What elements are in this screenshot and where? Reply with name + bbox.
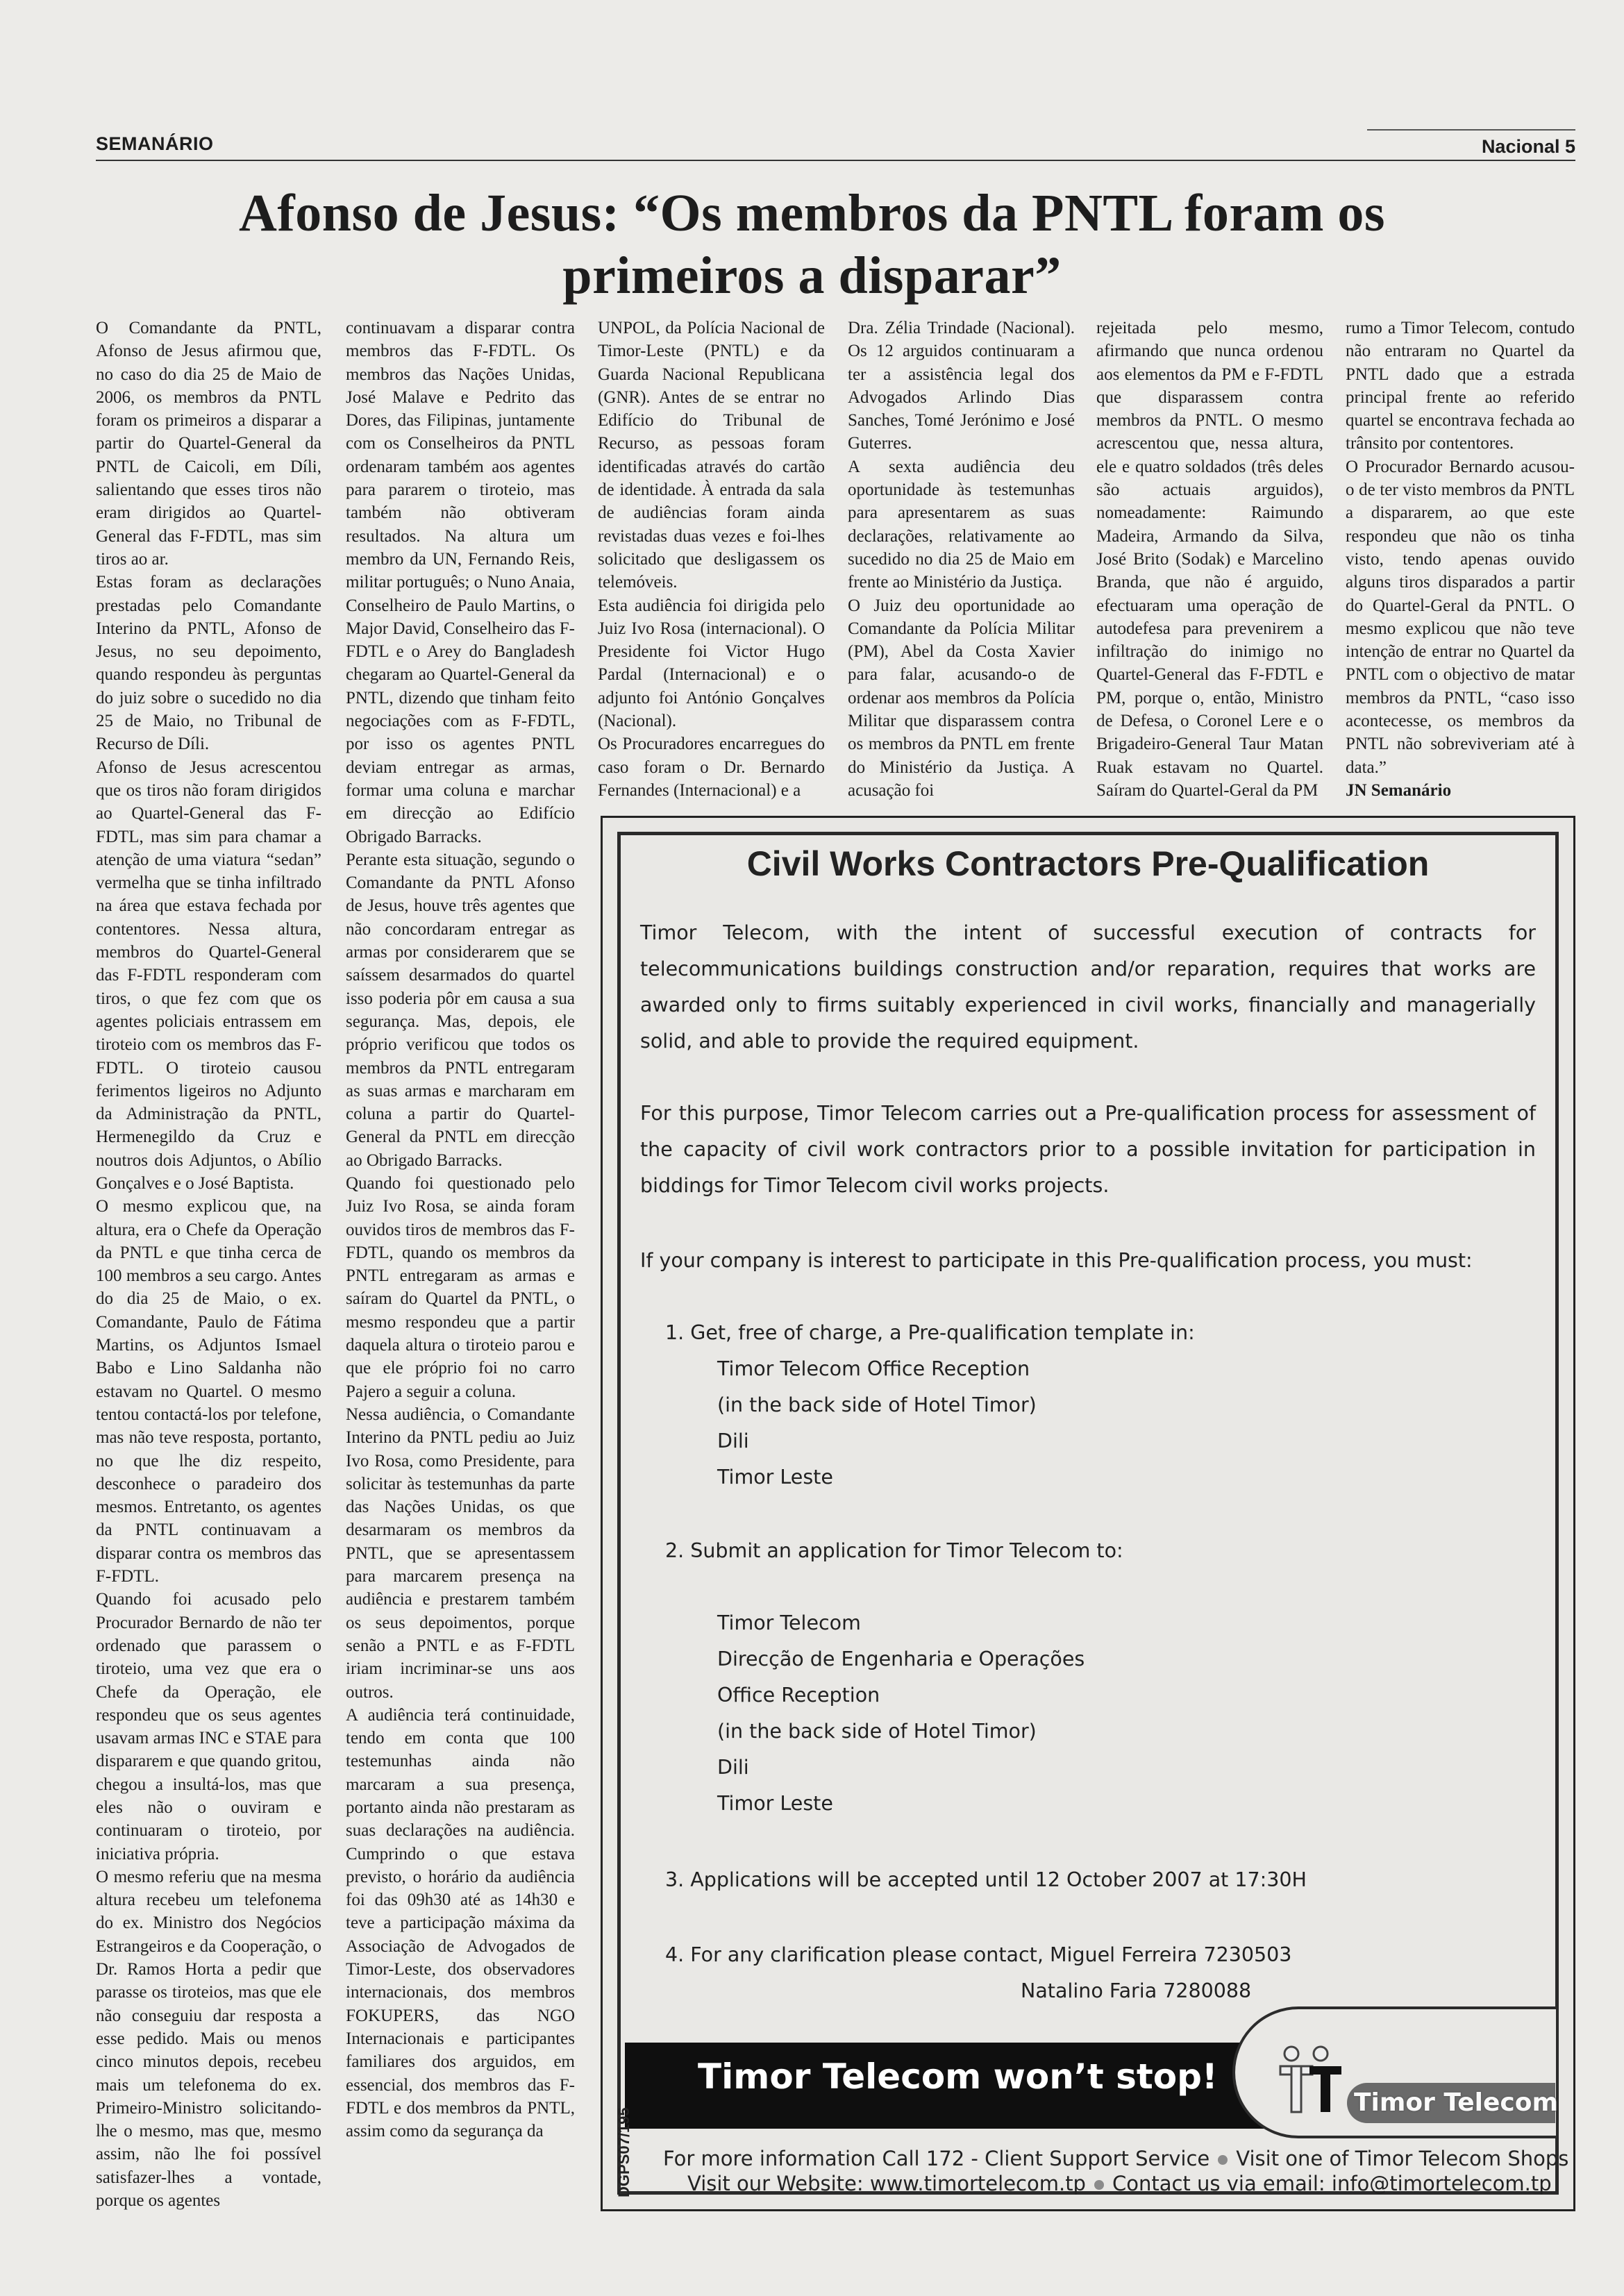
paragraph: Perante esta situação, segundo o Comandante da PNTL Afonso de Jesus, houve três agentes que não concordaram entregar as armas por considerarem que se saíssem desarmados do quartel isso poderia pôr em causa a sua segurança. Mas, depois, ele próprio verificou que todos os membros da PNTL entregaram as suas armas e marcharam em coluna a partir do Quartel-General da PNTL em direcção ao Obrigado Barracks.	[346, 850, 575, 1170]
ad-step-2-line: (in the back side of Hotel Timor)	[717, 1720, 1037, 1743]
ad-step-1-line: Timor Telecom Office Reception	[717, 1357, 1030, 1380]
ad-purpose-paragraph: For this purpose, Timor Telecom carries out a Pre-qualification process for assessment of the capacity of civil work contractors prior to a possible invitation for participation in biddings for Timor Telecom civil works projects.	[640, 1102, 1536, 1197]
ad-step-1-line: Timor Leste	[717, 1466, 833, 1489]
paragraph: A sexta audiência deu oportunidade às testemunhas para apresentarem as suas declarações, relativamente ao sucedido no dia 25 de Maio em frente ao Ministério da Justiça.	[848, 457, 1075, 592]
ad-step-4-contact: Natalino Faria 7280088	[1021, 1979, 1252, 2002]
paragraph: rumo a Timor Telecom, contudo não entraram no Quartel da PNTL dado que a estrada principal frente ao referido quartel se encontrava fechada ao trânsito por contentores.	[1346, 319, 1575, 453]
ad-step-4: 4. For any clarification please contact, Miguel Ferreira 7230503	[665, 1943, 1292, 1966]
ad-step-2-line: Timor Telecom	[717, 1611, 861, 1634]
ad-requirements-intro: If your company is interest to participate in this Pre-qualification process, you must:	[640, 1249, 1473, 1272]
timor-telecom-logo-icon	[1278, 2041, 1354, 2121]
paragraph: O mesmo referiu que na mesma altura recebeu um telefonema do ex. Ministro dos Negócios Estrangeiros e da Cooperação, o Dr. Ramos Horta a pedir que parasse os tiroteios, mas que ele não conseguiu dar resposta a esse pedido. Mais ou menos cinco minutos depois, recebeu mais um telefonema do ex. Primeiro-Ministro solicitando-lhe o mesmo, mas que, mesmo assim, não lhe foi possível satisfazer-lhes a vontade, porque os agentes	[96, 1867, 321, 2211]
paragraph: O mesmo explicou que, na altura, era o Chefe da Operação da PNTL e que tinha cerca de 100 membros a seu cargo. Antes do dia 25 de Maio, o ex. Comandante, Paulo de Fátima Martins, os Adjuntos Ismael Babo e Lino Saldanha não estavam no Quartel. O mesmo tentou contactá-los por telefone, mas não teve resposta, portanto, no que lhe diz respeito, desconhece o paradeiro dos mesmos. Entretanto, os agentes da PNTL continuavam a disparar contra os membros das F-FDTL.	[96, 1197, 321, 1586]
paragraph: UNPOL, da Polícia Nacional de Timor-Leste (PNTL) e da Guarda Nacional Republicana (GNR). Antes de se entrar no Edifício do Tribunal de Recurso, as pessoas foram identificadas através do cartão de identidade. À entrada da sala de audiências foram ainda revistadas duas vezes e foi-lhes solicitado que desligassem os telemóveis.	[598, 319, 825, 592]
ad-step-2-line: Office Reception	[717, 1684, 880, 1707]
paragraph: A audiência terá continuidade, tendo em conta que 100 testemunhas ainda não marcaram a sua presença, portanto ainda não prestaram as suas declarações na audiência. Cumprindo o que estava previsto, o horário da audiência foi das 09h30 até as 14h30 e teve a participação máxima da Associação de Advogados de Timor-Leste, dos observadores internacionais, dos membros FOKUPERS, das NGO Internacionais e participantes familiares dos arguidos, em essencial, dos membros das F-FDTL e dos membros da PNTL, assim como da segurança da	[346, 1705, 575, 2141]
article-headline	[125, 182, 1499, 307]
section-page-label: Nacional 5	[1481, 136, 1575, 157]
ad-step-2: 2. Submit an application for Timor Telecom to:	[665, 1539, 1123, 1562]
headline-line-1: Afonso de Jesus: “Os membros da PNTL foram os	[239, 184, 1385, 242]
info-website: Visit our Website: www.timortelecom.tp	[687, 2172, 1086, 2195]
paragraph: Quando foi acusado pelo Procurador Bernardo de não ter ordenado que parassem o tiroteio, uma vez que era o Chefe da Operação, ele respondeu que os seus agentes usavam armas INC e STAE para dispararem e que quando gritou, chegou a insultá-los, mas que eles não o ouviram e continuaram o tiroteio, por iniciativa própria.	[96, 1590, 321, 1863]
paragraph: O Juiz deu oportunidade ao Comandante da Polícia Militar (PM), Abel da Costa Xavier para falar, acusando-o de ordenar aos membros da Polícia Militar que disparassem contra os membros da PNTL em frente do Ministério da Justiça. A acusação foi	[848, 596, 1075, 800]
info-line-2	[687, 2172, 1552, 2195]
info-line-1	[663, 2147, 1568, 2170]
paragraph: Os Procuradores encarregues do caso foram o Dr. Bernardo Fernandes (Internacional) e a	[598, 735, 825, 800]
ad-step-2-line: Dili	[717, 1756, 749, 1779]
paragraph: O Procurador Bernardo acusou-o de ter visto membros da PNTL a dispararem, ao que este respondeu que não os tinha visto, tendo apenas ouvido alguns tiros disparados a partir do Quartel-Geral da PNTL. O mesmo explicou que não teve intenção de entrar no Quartel da PNTL com o objectivo de matar membros da PNTL, “caso isso acontecesse, os membros da PNTL não sobreviveriam até à data.”	[1346, 457, 1575, 777]
info-shops: Visit one of Timor Telecom Shops	[1236, 2147, 1569, 2170]
headline-line-2: primeiros a disparar”	[562, 246, 1062, 305]
ad-step-2-line: Direcção de Engenharia e Operações	[717, 1648, 1085, 1670]
publication-name: SEMANÁRIO	[96, 133, 214, 154]
paragraph: rejeitada pelo mesmo, afirmando que nunca ordenou aos elementos da PM e F-FDTL que disparassem contra membros da PNTL. O mesmo acrescentou que, nessa altura, ele e quatro soldados (três deles são actuais arguidos), nomeadamente: Raimundo Madeira, Armando da Silva, José Brito (Sodak) e Marcelino Branda, que não é arguido, efectuaram uma operação de autodefesa para prevenirem a infiltração do inimigo no Quartel-General das F-FDTL e PM, porque o, então, Ministro de Defesa, o Coronel Lere e o Brigadeiro-General Taur Matan Ruak estavam no Quartel. Saíram do Quartel-Geral da PM	[1096, 319, 1323, 800]
paragraph: Estas foram as declarações prestadas pelo Comandante Interino da PNTL, Afonso de Jesus, no seu depoimento, quando respondeu às perguntas do juiz sobre o sucedido no dia 25 de Maio, no Tribunal de Recurso de Díli.	[96, 573, 321, 754]
ad-slogan: Timor Telecom won’t stop!	[698, 2056, 1218, 2097]
article-column-6	[1346, 317, 1575, 806]
paragraph: O Comandante da PNTL, Afonso de Jesus afirmou que, no caso do dia 25 de Maio de 2006, os membros da PNTL foram os primeiros a disparar a partir do Quartel-General da PNTL de Caicoli, em Díli, salientando que esses tiros não eram dirigidos ao Quartel-General das F-FDTL, mas sim tiros ao ar.	[96, 319, 321, 569]
info-email: Contact us via email: info@timortelecom.tp	[1112, 2172, 1552, 2195]
article-author: JN Semanário	[1346, 780, 1452, 800]
article-column-3	[598, 317, 825, 806]
header-rule	[96, 160, 1575, 161]
ad-code-text: DGPS07/195	[615, 2107, 633, 2197]
ad-title: Civil Works Contractors Pre-Qualification	[746, 844, 1430, 883]
article-column-2	[346, 317, 575, 2233]
paragraph: Esta audiência foi dirigida pelo Juiz Ivo Rosa (internacional). O Presidente foi Victor Hugo Pardal (Internacional) e o adjunto foi António Gonçalves (Nacional).	[598, 596, 825, 731]
ad-step-3: 3. Applications will be accepted until 12 October 2007 at 17:30H	[665, 1868, 1307, 1891]
ad-step-1-line: (in the back side of Hotel Timor)	[717, 1393, 1037, 1416]
info-phone: For more information Call 172 - Client Support Service	[663, 2147, 1210, 2170]
paragraph: Nessa audiência, o Comandante Interino da PNTL pediu ao Juiz Ivo Rosa, como Presidente, para solicitar às testemunhas da parte das Nações Unidas, os que desarmaram os membros da PNTL, que se apresentassem para marcarem presença na audiência e prestarem também os seus depoimentos, porque senão a PNTL e as F-FDTL iriam incriminar-se uns aos outros.	[346, 1405, 575, 1702]
paragraph: Dra. Zélia Trindade (Nacional). Os 12 arguidos continuaram a ter a assistência legal dos Advogados Arlindo Dias Sanches, Tomé Jerónimo e José Guterres.	[848, 319, 1075, 453]
ad-reference-code	[615, 2107, 643, 2197]
paragraph: Quando foi questionado pelo Juiz Ivo Rosa, se ainda foram ouvidos tiros de membros das F-FDTL, quando os membros da PNTL entregaram as armas e saíram do Quartel da PNTL, o mesmo respondeu que a partir daquela altura o tiroteio parou e que ele próprio foi no carro Pajero a seguir a coluna.	[346, 1173, 575, 1401]
bullet-dot-icon	[1094, 2180, 1104, 2190]
article-column-4	[848, 317, 1075, 806]
article-column-1	[96, 317, 321, 2233]
ad-step-2-line: Timor Leste	[717, 1792, 833, 1815]
ad-step-1: 1. Get, free of charge, a Pre-qualification template in:	[665, 1321, 1195, 1344]
ad-step-1-line: Dili	[717, 1430, 749, 1452]
brand-name: Timor Telecom	[1354, 2088, 1558, 2117]
paragraph: Afonso de Jesus acrescentou que os tiros não foram dirigidos ao Quartel-General das F-FDTL, mas sim para chamar a atenção de uma viatura “sedan” vermelha que se tinha infiltrado na área que estava fechada por contentores. Nessa altura, membros do Quartel-General das F-FDTL responderam com tiros, o que fez com que os agentes policiais entrassem em tiroteio com os membros das F-FDTL. O tiroteio causou ferimentos ligeiros no Adjunto da Administração da PNTL, Hermenegildo da Cruz e noutros dois Adjuntos, o Abílio Gonçalves e o José Baptista.	[96, 757, 321, 1193]
header-top-rule	[1367, 129, 1575, 131]
article-column-5	[1096, 317, 1323, 806]
bullet-dot-icon	[1218, 2155, 1228, 2165]
paragraph: continuavam a disparar contra membros das F-FDTL. Os membros das Nações Unidas, José Malave e Pedrito das Dores, das Filipinas, juntamente com os Conselheiros da PNTL ordenaram também aos agentes para pararem o tiroteio, mas também não obtiveram resultados. Na altura um membro da UN, Fernando Reis, militar português; o Nuno Anaia, Conselheiro de Paulo Martins, o Major David, Conselheiro das F-FDTL e o Arey do Bangladesh chegaram ao Quartel-General da PNTL, dizendo que tinham feito negociações com as F-FDTL, por isso os agentes PNTL deviam entregar as armas, formar uma coluna e marchar em direcção ao Edifício Obrigado Barracks.	[346, 319, 575, 846]
ad-intro-paragraph: Timor Telecom, with the intent of successful execution of contracts for telecommunications buildings construction and/or reparation, requires that works are awarded only to firms suitably experienced in civil works, financially and managerially solid, and able to provide the required equipment.	[640, 921, 1536, 1053]
